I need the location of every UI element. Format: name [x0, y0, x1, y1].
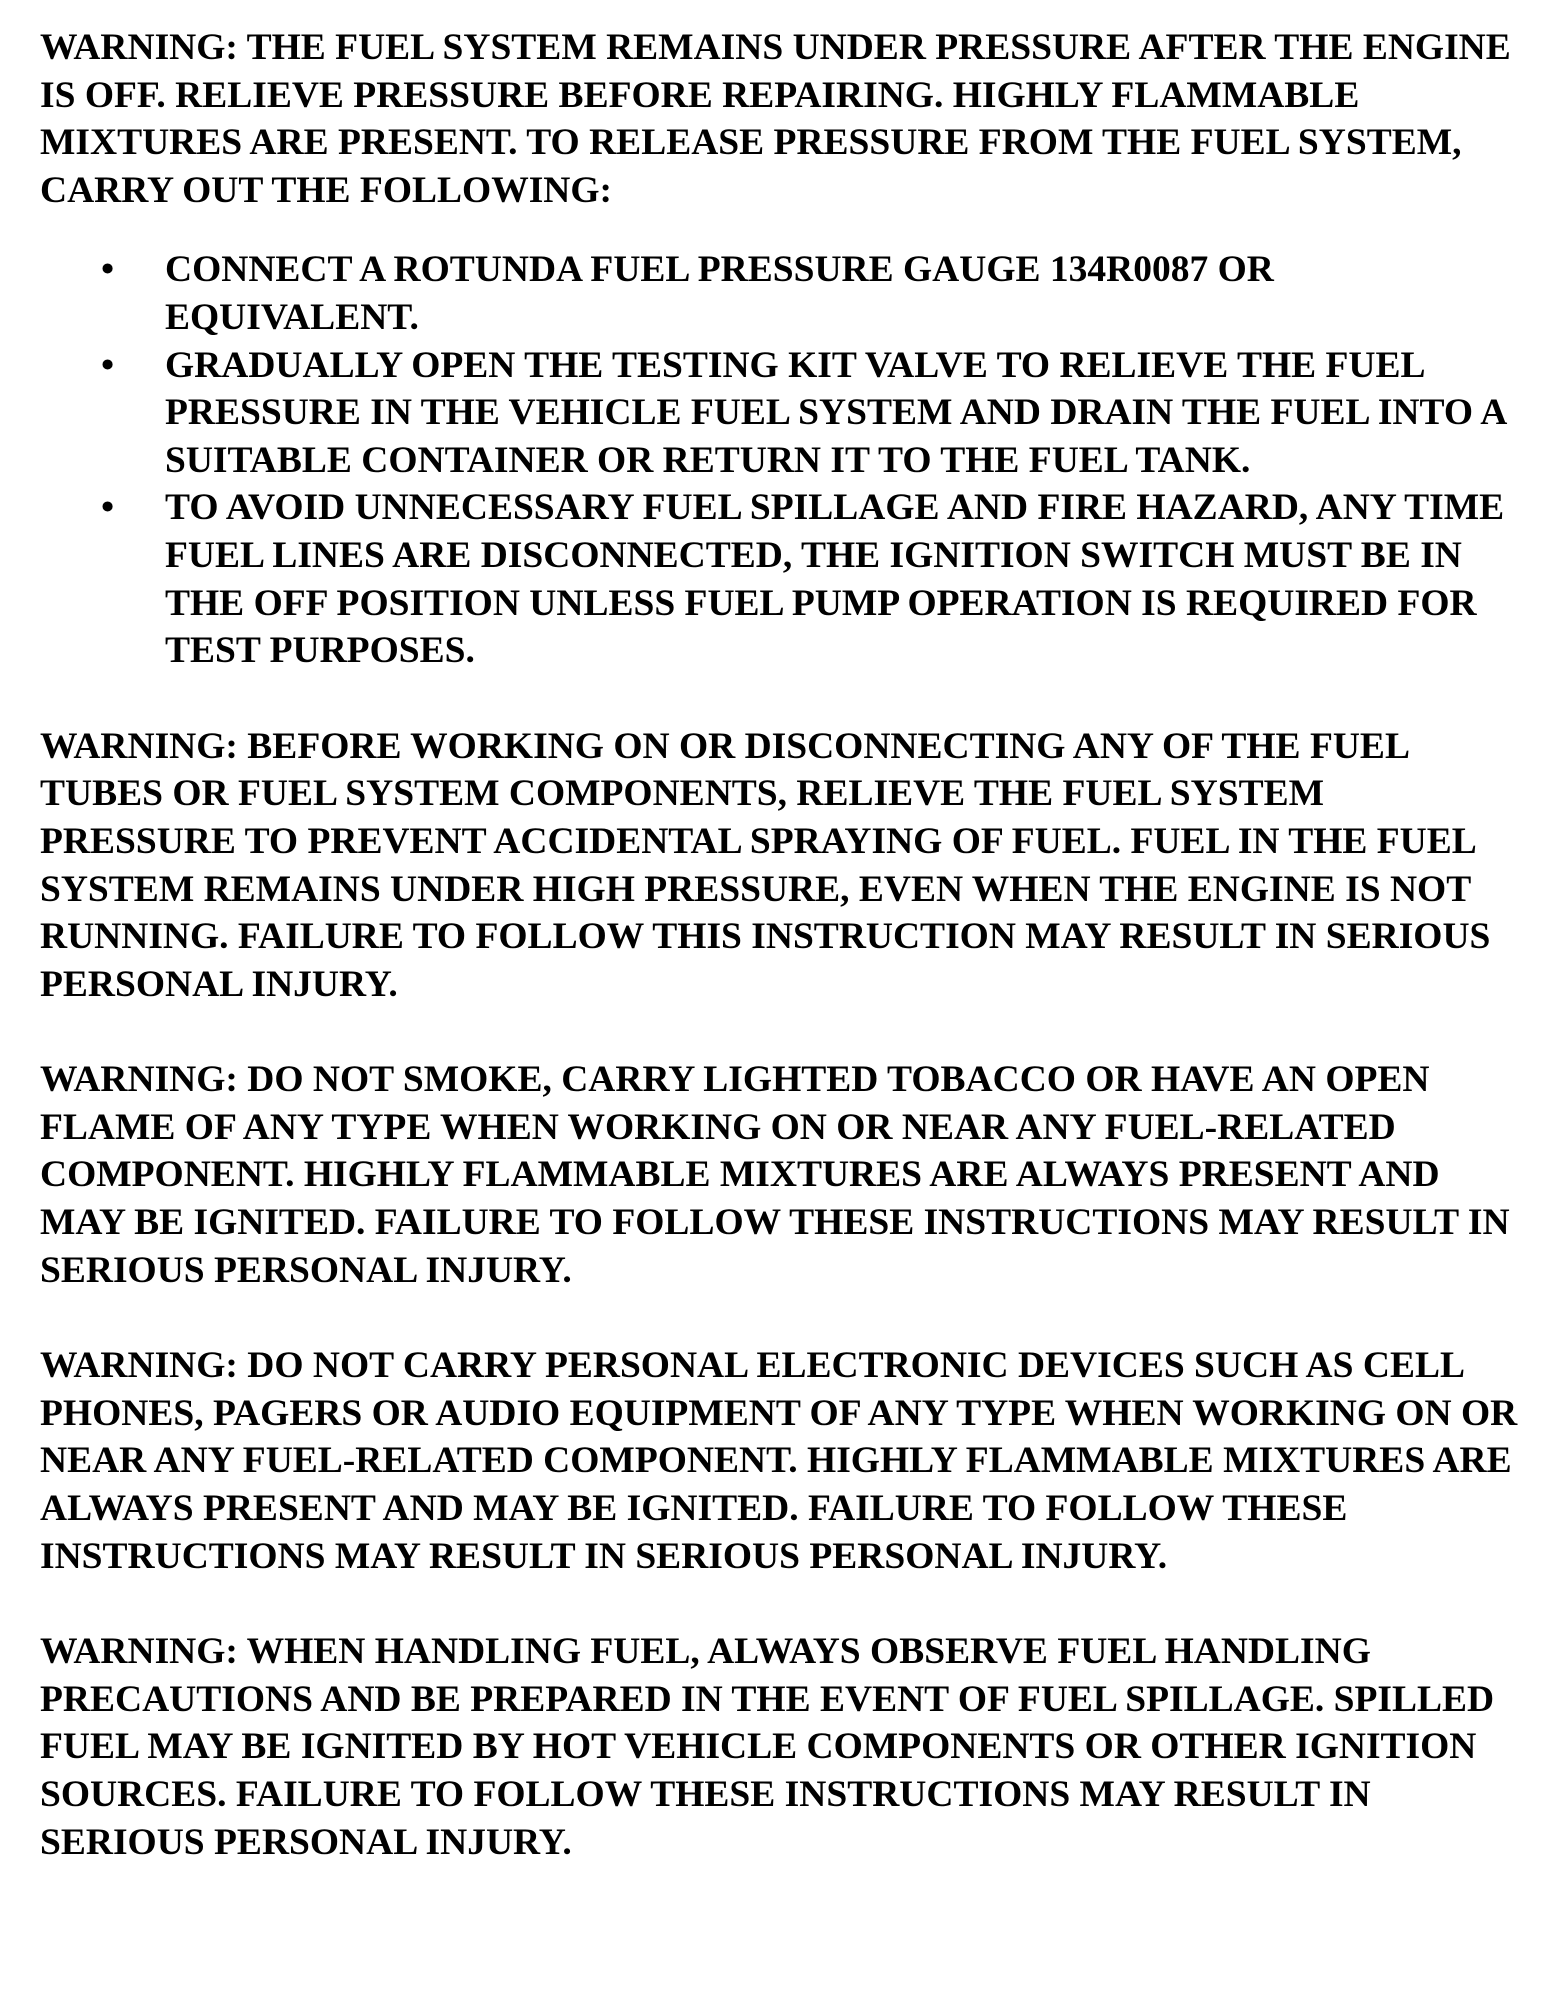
- bullet-icon: •: [101, 249, 115, 291]
- list-item: [101, 484, 1528, 674]
- warning-no-smoking: WARNING: DO NOT SMOKE, CARRY LIGHTED TOBACCO OR HAVE AN OPEN FLAME OF ANY TYPE WHEN WORKING ON OR NEAR ANY FUEL-RELATED COMPONENT. HIGHLY FLAMMABLE MIXTURES ARE ALWAYS PRESENT AND MAY BE IGNITED. FAILURE TO FOLLOW THESE INSTRUCTIONS MAY RESULT IN SERIOUS PERSONAL INJURY.: [40, 1059, 1510, 1291]
- bullet-icon: •: [101, 344, 115, 386]
- warning-fuel-handling: WARNING: WHEN HANDLING FUEL, ALWAYS OBSERVE FUEL HANDLING PRECAUTIONS AND BE PREPARED IN THE EVENT OF FUEL SPILLAGE. SPILLED FUEL MAY BE IGNITED BY HOT VEHICLE COMPONENTS OR OTHER IGNITION SOURCES. FAILURE TO FOLLOW THESE INSTRUCTIONS MAY RESULT IN SERIOUS PERSONAL INJURY.: [40, 1631, 1495, 1863]
- step-text: CONNECT A ROTUNDA FUEL PRESSURE GAUGE 134R0087 OR EQUIVALENT.: [165, 249, 1274, 338]
- step-text: TO AVOID UNNECESSARY FUEL SPILLAGE AND FIRE HAZARD, ANY TIME FUEL LINES ARE DISCONNECTED, THE IGNITION SWITCH MUST BE IN THE OFF POSITION UNLESS FUEL PUMP OPERATION IS REQUIRED FOR TEST PURPOSES.: [165, 487, 1505, 672]
- warning-fuel-pressure: WARNING: THE FUEL SYSTEM REMAINS UNDER PRESSURE AFTER THE ENGINE IS OFF. RELIEVE PRESSURE BEFORE REPAIRING. HIGHLY FLAMMABLE MIXTURES ARE PRESENT. TO RELEASE PRESSURE FROM THE FUEL SYSTEM, CARRY OUT THE FOLLOWING:: [40, 27, 1511, 211]
- warning-relieve-pressure: WARNING: BEFORE WORKING ON OR DISCONNECTING ANY OF THE FUEL TUBES OR FUEL SYSTEM COMPONENTS, RELIEVE THE FUEL SYSTEM PRESSURE TO PREVENT ACCIDENTAL SPRAYING OF FUEL. FUEL IN THE FUEL SYSTEM REMAINS UNDER HIGH PRESSURE, EVEN WHEN THE ENGINE IS NOT RUNNING. FAILURE TO FOLLOW THIS INSTRUCTION MAY RESULT IN SERIOUS PERSONAL INJURY.: [40, 725, 1491, 1005]
- list-item: [101, 342, 1528, 485]
- step-text: GRADUALLY OPEN THE TESTING KIT VALVE TO RELIEVE THE FUEL PRESSURE IN THE VEHICLE FUEL SYSTEM AND DRAIN THE FUEL INTO A SUITABLE CONTAINER OR RETURN IT TO THE FUEL TANK.: [165, 344, 1506, 481]
- list-item: [101, 246, 1528, 341]
- bullet-icon: •: [101, 487, 115, 529]
- warning-electronic-devices: WARNING: DO NOT CARRY PERSONAL ELECTRONIC DEVICES SUCH AS CELL PHONES, PAGERS OR AUDIO EQUIPMENT OF ANY TYPE WHEN WORKING ON OR NEAR ANY FUEL-RELATED COMPONENT. HIGHLY FLAMMABLE MIXTURES ARE ALWAYS PRESENT AND MAY BE IGNITED. FAILURE TO FOLLOW THESE INSTRUCTIONS MAY RESULT IN SERIOUS PERSONAL INJURY.: [40, 1345, 1518, 1577]
- pressure-release-steps: [40, 246, 1528, 674]
